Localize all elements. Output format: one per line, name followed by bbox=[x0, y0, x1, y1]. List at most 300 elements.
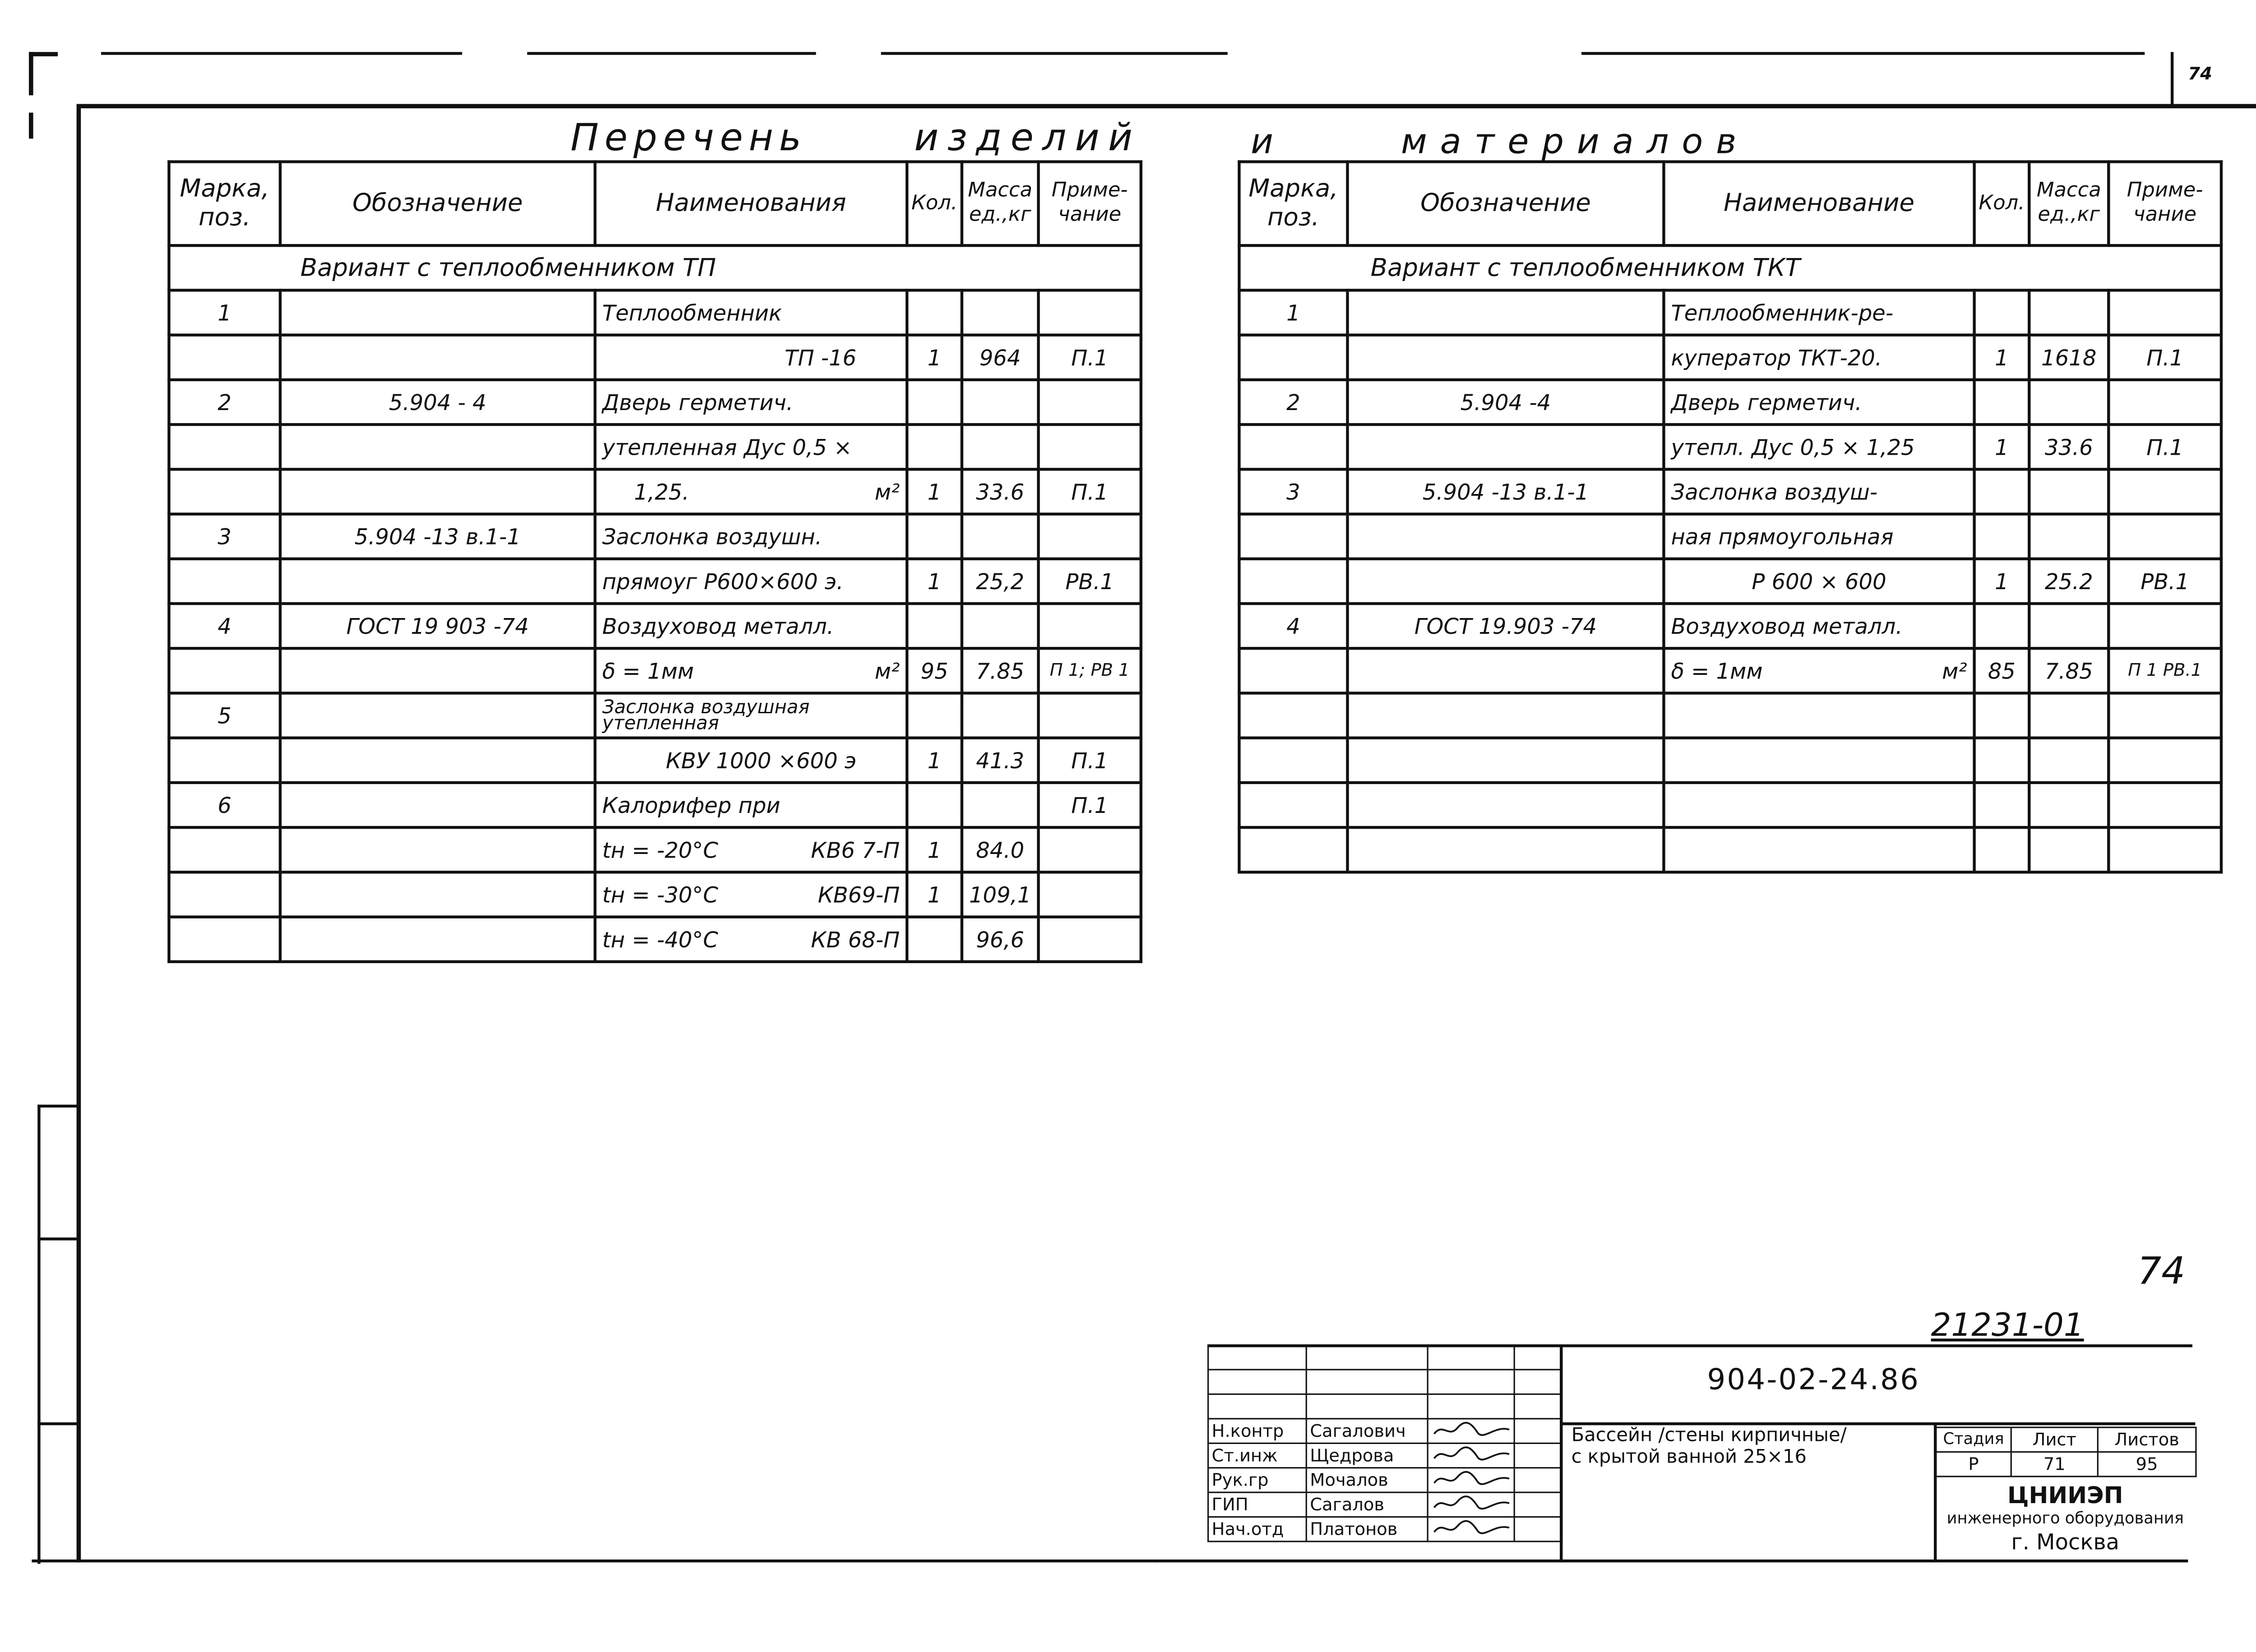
cell-qty bbox=[907, 380, 962, 425]
cell-name-content bbox=[1671, 344, 1967, 371]
table-row bbox=[169, 469, 1141, 514]
table-row bbox=[169, 425, 1141, 469]
cell-designation: 5.904 -13 в.1-1 bbox=[1347, 469, 1664, 514]
item-unit: м² bbox=[874, 479, 900, 505]
item-unit: м² bbox=[1942, 658, 1967, 684]
binding-strip-tick-1 bbox=[37, 1105, 79, 1107]
cell-name bbox=[1664, 827, 1974, 872]
stage-table bbox=[1935, 1426, 2196, 1477]
cell-name-content bbox=[1671, 613, 1967, 639]
cell-mass bbox=[2029, 469, 2108, 514]
signer-row bbox=[1208, 1419, 1562, 1443]
cell-name bbox=[595, 917, 907, 962]
cut-mark-left bbox=[29, 113, 33, 139]
table-row bbox=[169, 872, 1141, 917]
cell-designation bbox=[280, 827, 595, 872]
cell-mass bbox=[962, 425, 1039, 469]
signature-scribble bbox=[1431, 1420, 1512, 1437]
right-spec-table bbox=[1238, 160, 2223, 873]
item-name: Заслонка воздуш- bbox=[1671, 479, 1878, 505]
table-row bbox=[1239, 827, 2221, 872]
cell-note bbox=[2108, 514, 2221, 559]
item-name: Заслонка воздушная утепленная bbox=[602, 697, 810, 734]
cell-qty: 1 bbox=[1974, 425, 2029, 469]
cell-qty: 1 bbox=[907, 469, 962, 514]
signer-role: Н.контр bbox=[1208, 1419, 1307, 1443]
table-row bbox=[169, 380, 1141, 425]
cell-note: П 1; РВ 1 bbox=[1038, 648, 1141, 693]
cell-mark bbox=[169, 469, 280, 514]
item-name: tн = -30°С bbox=[602, 881, 718, 908]
cell-mark bbox=[1239, 783, 1347, 827]
cell-mass bbox=[2029, 693, 2108, 738]
header-qty: Кол. bbox=[907, 162, 962, 246]
cell-mark: 2 bbox=[169, 380, 280, 425]
table-row bbox=[169, 783, 1141, 827]
cell-qty bbox=[907, 693, 962, 738]
cell-qty bbox=[1974, 514, 2029, 559]
cell-mass bbox=[962, 604, 1039, 648]
cell-mark bbox=[169, 738, 280, 783]
cell-mark bbox=[1239, 648, 1347, 693]
cell-note bbox=[1038, 693, 1141, 738]
cell-note: П 1 РВ.1 bbox=[2108, 648, 2221, 693]
cell-qty bbox=[1974, 469, 2029, 514]
cell-qty bbox=[907, 514, 962, 559]
signature bbox=[1428, 1492, 1514, 1517]
project-code: 904-02-24.86 bbox=[1707, 1361, 1920, 1397]
cell-name bbox=[595, 693, 907, 738]
cell-qty: 1 bbox=[907, 872, 962, 917]
cell-designation: 5.904 - 4 bbox=[280, 380, 595, 425]
sign-date bbox=[1514, 1492, 1562, 1517]
cell-qty bbox=[1974, 738, 2029, 783]
cell-name-content bbox=[602, 568, 900, 595]
sheet-value: 71 bbox=[2011, 1452, 2098, 1477]
item-name: куператор ТКТ-20. bbox=[1671, 344, 1882, 371]
table-row bbox=[1239, 693, 2221, 738]
cell-qty: 85 bbox=[1974, 648, 2029, 693]
cell-name bbox=[595, 380, 907, 425]
cell-qty: 1 bbox=[907, 335, 962, 380]
cell-mass bbox=[2029, 290, 2108, 335]
item-name: δ = 1мм bbox=[1671, 658, 1763, 684]
cut-mark-corner bbox=[29, 52, 33, 95]
cell-name bbox=[1664, 604, 1974, 648]
cell-note: П.1 bbox=[1038, 783, 1141, 827]
cell-mass: 1618 bbox=[2029, 335, 2108, 380]
item-name: Теплообменник-ре- bbox=[1671, 300, 1894, 326]
cell-name bbox=[1664, 559, 1974, 604]
item-unit: КВ69-П bbox=[818, 881, 900, 908]
header-mark: Марка, поз. bbox=[169, 162, 280, 246]
cell-mass: 25.2 bbox=[2029, 559, 2108, 604]
cell-mass: 33.6 bbox=[962, 469, 1039, 514]
cell-mass bbox=[962, 290, 1039, 335]
cell-note bbox=[1038, 380, 1141, 425]
item-name: ная прямоугольная bbox=[1671, 523, 1894, 549]
signer-row bbox=[1208, 1492, 1562, 1517]
item-name: Р 600 × 600 bbox=[1752, 568, 1886, 595]
signer-name: Сагалов bbox=[1306, 1492, 1428, 1517]
cell-name bbox=[1664, 380, 1974, 425]
cell-note: П.1 bbox=[2108, 335, 2221, 380]
signature-scribble bbox=[1431, 1469, 1512, 1486]
cell-designation bbox=[1347, 425, 1664, 469]
inventory-number: 21231-01 bbox=[1931, 1308, 2084, 1345]
variant-label: Вариант с теплообменником ТКТ bbox=[1239, 245, 2221, 290]
signer-role: ГИП bbox=[1208, 1492, 1307, 1517]
cell-note: П.1 bbox=[1038, 335, 1141, 380]
item-unit: м² bbox=[874, 658, 900, 684]
cell-designation bbox=[280, 738, 595, 783]
cell-designation bbox=[1347, 559, 1664, 604]
table-row bbox=[169, 559, 1141, 604]
cell-mark bbox=[1239, 514, 1347, 559]
cell-mark bbox=[169, 917, 280, 962]
header-note: Приме- чание bbox=[1038, 162, 1141, 246]
table-row bbox=[1239, 425, 2221, 469]
frame-bottom-line bbox=[32, 1560, 1158, 1562]
cell-note bbox=[1038, 290, 1141, 335]
item-name: Дверь герметич. bbox=[602, 389, 793, 415]
cell-mark bbox=[169, 425, 280, 469]
signer-name: Мочалов bbox=[1306, 1468, 1428, 1492]
cell-name bbox=[1664, 290, 1974, 335]
cell-note bbox=[1038, 604, 1141, 648]
cell-name bbox=[595, 469, 907, 514]
signer-name: Щедрова bbox=[1306, 1443, 1428, 1467]
cell-qty bbox=[907, 290, 962, 335]
cell-mass bbox=[2029, 604, 2108, 648]
cell-qty bbox=[907, 604, 962, 648]
corner-sheet-number: 74 bbox=[2188, 63, 2212, 84]
signature bbox=[1428, 1443, 1514, 1467]
cell-name bbox=[595, 604, 907, 648]
cell-mark bbox=[169, 648, 280, 693]
cell-designation: 5.904 -4 bbox=[1347, 380, 1664, 425]
left-spec-table bbox=[167, 160, 1142, 963]
cell-qty: 1 bbox=[907, 827, 962, 872]
signer-row bbox=[1208, 1443, 1562, 1467]
cell-designation bbox=[280, 693, 595, 738]
cell-mark: 1 bbox=[169, 290, 280, 335]
item-name: 1,25. bbox=[634, 479, 689, 505]
frame-left-line bbox=[77, 104, 81, 1562]
header-designation: Обозначение bbox=[1347, 162, 1664, 246]
cell-designation: ГОСТ 19.903 -74 bbox=[1347, 604, 1664, 648]
cell-mass bbox=[2029, 738, 2108, 783]
cell-name bbox=[1664, 335, 1974, 380]
sheets-value: 95 bbox=[2098, 1452, 2196, 1477]
cell-mass: 41.3 bbox=[962, 738, 1039, 783]
cell-mass bbox=[962, 380, 1039, 425]
cell-designation: ГОСТ 19 903 -74 bbox=[280, 604, 595, 648]
item-name: ТП -16 bbox=[784, 344, 857, 371]
cell-note: П.1 bbox=[1038, 738, 1141, 783]
cell-mass bbox=[962, 514, 1039, 559]
signer-role: Нач.отд bbox=[1208, 1517, 1307, 1541]
binding-strip-tick-2 bbox=[37, 1237, 79, 1240]
cell-mark: 1 bbox=[1239, 290, 1347, 335]
cell-note bbox=[1038, 827, 1141, 872]
cut-mark-top-4 bbox=[1581, 52, 2145, 55]
cell-name-content bbox=[1671, 523, 1967, 549]
sheet-label: Лист bbox=[2011, 1427, 2098, 1452]
item-name: tн = -40°С bbox=[602, 926, 718, 952]
sheets-label: Листов bbox=[2098, 1427, 2196, 1452]
cell-qty bbox=[1974, 827, 2029, 872]
cell-note: РВ.1 bbox=[1038, 559, 1141, 604]
cell-name-content bbox=[602, 300, 900, 326]
cell-name-content bbox=[602, 479, 900, 505]
cell-name bbox=[595, 425, 907, 469]
cell-name-content bbox=[602, 523, 900, 549]
cell-mark bbox=[1239, 335, 1347, 380]
cell-designation bbox=[1347, 648, 1664, 693]
table-row bbox=[1239, 738, 2221, 783]
cell-designation bbox=[280, 335, 595, 380]
signature bbox=[1428, 1468, 1514, 1492]
header-designation: Обозначение bbox=[280, 162, 595, 246]
table-row bbox=[1239, 469, 2221, 514]
table-row bbox=[169, 648, 1141, 693]
cell-mark: 3 bbox=[1239, 469, 1347, 514]
cell-note bbox=[2108, 604, 2221, 648]
table-row bbox=[169, 693, 1141, 738]
cell-designation bbox=[1347, 827, 1664, 872]
cell-name bbox=[595, 335, 907, 380]
table-row bbox=[1239, 380, 2221, 425]
cell-mark: 3 bbox=[169, 514, 280, 559]
cell-name-content bbox=[1671, 300, 1967, 326]
cell-name bbox=[595, 514, 907, 559]
cell-mass: 25,2 bbox=[962, 559, 1039, 604]
cell-qty bbox=[1974, 693, 2029, 738]
item-name: δ = 1мм bbox=[602, 658, 694, 684]
cell-mark bbox=[1239, 425, 1347, 469]
cell-designation bbox=[280, 783, 595, 827]
table-row bbox=[1239, 604, 2221, 648]
cell-note bbox=[1038, 425, 1141, 469]
cell-name bbox=[595, 290, 907, 335]
cut-mark-corner-h bbox=[29, 52, 58, 56]
heading-word-1: Перечень bbox=[570, 117, 807, 161]
header-mass: Масса ед.,кг bbox=[962, 162, 1039, 246]
cell-mark: 4 bbox=[169, 604, 280, 648]
item-name: утепл. Дус 0,5 × 1,25 bbox=[1671, 434, 1915, 460]
cell-qty bbox=[1974, 783, 2029, 827]
signer-row bbox=[1208, 1517, 1562, 1541]
table-row bbox=[1239, 514, 2221, 559]
heading-word-3: и bbox=[1250, 121, 1273, 162]
cell-note bbox=[2108, 290, 2221, 335]
table-row bbox=[169, 827, 1141, 872]
sign-date bbox=[1514, 1468, 1562, 1492]
cell-mark: 4 bbox=[1239, 604, 1347, 648]
cell-qty: 1 bbox=[907, 559, 962, 604]
header-note: Приме- чание bbox=[2108, 162, 2221, 246]
table-row bbox=[1239, 783, 2221, 827]
cell-mass: 33.6 bbox=[2029, 425, 2108, 469]
item-name: tн = -20°С bbox=[602, 836, 718, 863]
cell-mass: 7.85 bbox=[2029, 648, 2108, 693]
right-table-header bbox=[1239, 162, 2221, 246]
cell-designation bbox=[280, 917, 595, 962]
item-name: Дверь герметич. bbox=[1671, 389, 1862, 415]
cell-mass bbox=[962, 693, 1039, 738]
item-name: утепленная Дус 0,5 × bbox=[602, 434, 852, 460]
cell-note bbox=[2108, 827, 2221, 872]
cell-designation bbox=[1347, 783, 1664, 827]
cell-note bbox=[1038, 872, 1141, 917]
cell-note bbox=[2108, 783, 2221, 827]
left-variant-row bbox=[169, 245, 1141, 290]
stage-label: Стадия bbox=[1936, 1427, 2011, 1452]
cell-name bbox=[595, 738, 907, 783]
cell-name bbox=[595, 872, 907, 917]
cell-note: П.1 bbox=[1038, 469, 1141, 514]
cell-designation bbox=[1347, 738, 1664, 783]
cell-mark bbox=[169, 872, 280, 917]
cell-mass: 84.0 bbox=[962, 827, 1039, 872]
cell-mass: 7.85 bbox=[962, 648, 1039, 693]
cell-mass: 96,6 bbox=[962, 917, 1039, 962]
corner-box-left bbox=[2171, 52, 2173, 107]
cell-name-content bbox=[602, 926, 900, 952]
cell-name-content bbox=[602, 613, 900, 639]
signer-name: Сагалович bbox=[1306, 1419, 1428, 1443]
cell-mark: 6 bbox=[169, 783, 280, 827]
cell-designation bbox=[280, 469, 595, 514]
table-row bbox=[169, 290, 1141, 335]
cell-name-content bbox=[602, 697, 900, 734]
table-row bbox=[169, 917, 1141, 962]
cut-mark-top-1 bbox=[101, 52, 462, 55]
header-mass: Масса ед.,кг bbox=[2029, 162, 2108, 246]
cell-mark bbox=[169, 827, 280, 872]
cell-qty bbox=[1974, 290, 2029, 335]
cell-name-content bbox=[1671, 434, 1967, 460]
cell-designation bbox=[280, 425, 595, 469]
cell-name-content bbox=[602, 792, 900, 818]
cell-name bbox=[595, 827, 907, 872]
heading-word-2: изделий bbox=[914, 117, 1142, 161]
cell-mass bbox=[2029, 380, 2108, 425]
header-qty: Кол. bbox=[1974, 162, 2029, 246]
cell-name bbox=[595, 648, 907, 693]
signature bbox=[1428, 1419, 1514, 1443]
cell-designation bbox=[280, 872, 595, 917]
cell-mark bbox=[1239, 559, 1347, 604]
sign-date bbox=[1514, 1517, 1562, 1541]
cell-note bbox=[1038, 514, 1141, 559]
frame-bottom-line-right bbox=[1156, 1560, 2188, 1562]
cell-mass: 964 bbox=[962, 335, 1039, 380]
item-unit: КВ 68-П bbox=[811, 926, 900, 952]
cell-mass bbox=[2029, 514, 2108, 559]
cell-name bbox=[1664, 425, 1974, 469]
cell-mark bbox=[169, 335, 280, 380]
cell-mass bbox=[2029, 783, 2108, 827]
cell-name bbox=[595, 783, 907, 827]
cell-qty bbox=[1974, 380, 2029, 425]
cell-qty: 1 bbox=[1974, 335, 2029, 380]
cell-mass: 109,1 bbox=[962, 872, 1039, 917]
cell-designation bbox=[1347, 693, 1664, 738]
table-row bbox=[169, 738, 1141, 783]
org-city: г. Москва bbox=[2011, 1529, 2120, 1555]
cell-designation: 5.904 -13 в.1-1 bbox=[280, 514, 595, 559]
table-row bbox=[1239, 559, 2221, 604]
cell-name-content bbox=[602, 344, 900, 371]
cut-mark-top-3 bbox=[881, 52, 1228, 55]
cell-name-content bbox=[602, 389, 900, 415]
cell-name-content bbox=[1671, 479, 1967, 505]
cell-designation bbox=[280, 648, 595, 693]
signature-scribble bbox=[1431, 1494, 1512, 1511]
cell-mark: 5 bbox=[169, 693, 280, 738]
header-mark: Марка, поз. bbox=[1239, 162, 1347, 246]
cell-qty bbox=[907, 425, 962, 469]
cut-mark-top-2 bbox=[527, 52, 816, 55]
cell-name bbox=[1664, 693, 1974, 738]
cell-mark bbox=[169, 559, 280, 604]
signer-role: Рук.гр bbox=[1208, 1468, 1307, 1492]
table-row bbox=[169, 335, 1141, 380]
signature-scribble bbox=[1431, 1445, 1512, 1462]
revision-table bbox=[1207, 1344, 1563, 1542]
cell-name-content bbox=[602, 881, 900, 908]
cell-name bbox=[1664, 738, 1974, 783]
org-name: ЦНИИЭП bbox=[2007, 1481, 2123, 1509]
cell-name-content bbox=[602, 658, 900, 684]
right-variant-row bbox=[1239, 245, 2221, 290]
cell-qty: 95 bbox=[907, 648, 962, 693]
cell-name-content bbox=[602, 836, 900, 863]
item-name: Воздуховод металл. bbox=[1671, 613, 1903, 639]
signature-scribble bbox=[1431, 1518, 1512, 1536]
signer-name: Платонов bbox=[1306, 1517, 1428, 1541]
cell-designation bbox=[1347, 335, 1664, 380]
cell-name-content bbox=[1671, 389, 1967, 415]
cell-mark bbox=[1239, 738, 1347, 783]
cell-name-content bbox=[602, 747, 900, 774]
item-name: Заслонка воздушн. bbox=[602, 523, 822, 549]
cell-qty bbox=[907, 783, 962, 827]
signature bbox=[1428, 1517, 1514, 1541]
table-row bbox=[1239, 335, 2221, 380]
org-subtitle: инженерного оборудования bbox=[1946, 1509, 2184, 1528]
cell-mass bbox=[962, 783, 1039, 827]
item-name: Калорифер при bbox=[602, 792, 781, 818]
table-row bbox=[169, 604, 1141, 648]
title-main-area bbox=[1560, 1344, 2195, 1560]
cell-designation bbox=[1347, 514, 1664, 559]
binding-strip-line bbox=[37, 1105, 40, 1564]
cell-note: РВ.1 bbox=[2108, 559, 2221, 604]
cell-note bbox=[2108, 693, 2221, 738]
cell-name-content bbox=[1671, 568, 1967, 595]
signer-role: Ст.инж bbox=[1208, 1443, 1307, 1467]
table-row bbox=[1239, 648, 2221, 693]
cell-mass bbox=[2029, 827, 2108, 872]
sign-date bbox=[1514, 1419, 1562, 1443]
cell-note: П.1 bbox=[2108, 425, 2221, 469]
table-row bbox=[169, 514, 1141, 559]
cell-qty: 1 bbox=[907, 738, 962, 783]
table-row bbox=[1239, 290, 2221, 335]
